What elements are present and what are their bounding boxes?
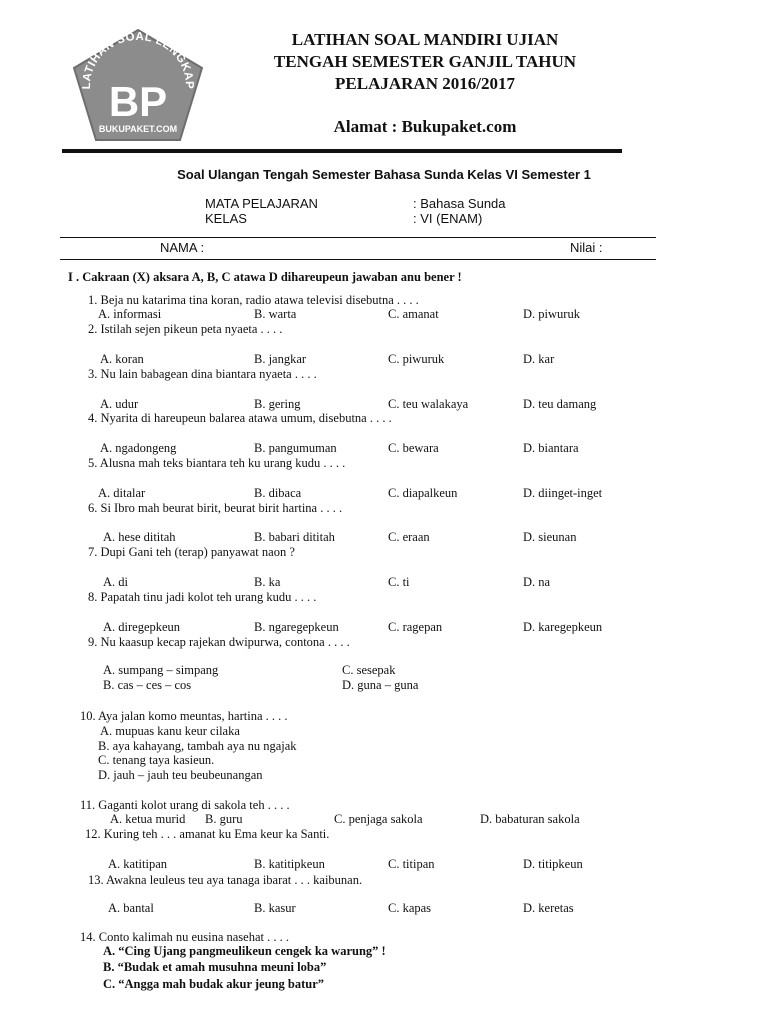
name-row-top-rule (60, 237, 656, 238)
header-title-line-3: PELAJARAN 2016/2017 (335, 74, 515, 93)
q4-option-a: A. ngadongeng (100, 441, 177, 455)
q13-option-a: A. bantal (108, 901, 154, 915)
q5-option-a: A. ditalar (98, 486, 146, 500)
q3-option-d: D. teu damang (523, 397, 597, 411)
q6-option-d: D. sieunan (523, 530, 577, 544)
q10-option-d: D. jauh – jauh teu beubeunangan (98, 768, 263, 782)
subject-label: MATA PELAJARAN (205, 196, 318, 211)
question-5: 5. Alusna mah teks biantara teh ku urang kudu . . . . (88, 456, 346, 470)
logo-arc-text: LATIHAN SOAL LENGKAP (80, 30, 196, 90)
q12-option-c: C. titipan (388, 857, 435, 871)
question-12: 12. Kuring teh . . . amanat ku Ema keur ka Santi. (85, 827, 330, 841)
q11-option-a: A. ketua murid (110, 812, 186, 826)
question-8: 8. Papatah tinu jadi kolot teh urang kudu . . . . (88, 590, 317, 604)
header-title-line-1: LATIHAN SOAL MANDIRI UJIAN (291, 30, 559, 49)
q6-option-c: C. eraan (388, 530, 430, 544)
q4-option-d: D. biantara (523, 441, 579, 455)
question-1: 1. Beja nu katarima tina koran, radio atawa televisi disebutna . . . . (88, 293, 419, 307)
q3-option-a: A. udur (100, 397, 139, 411)
q13-option-c: C. kapas (388, 901, 432, 915)
q10-option-c: C. tenang taya kasieun. (98, 753, 215, 767)
q2-option-b: B. jangkar (254, 352, 307, 366)
q9-option-c: C. sesepak (342, 663, 396, 677)
question-10: 10. Aya jalan komo meuntas, hartina . . . . (80, 709, 288, 723)
question-4: 4. Nyarita di hareupeun balarea atawa umum, disebutna . . . . (88, 411, 392, 425)
logo-initials: BP (108, 78, 168, 125)
q8-option-a: A. diregepkeun (103, 620, 181, 634)
class-value: : VI (ENAM) (413, 211, 483, 226)
header-address: Alamat : Bukupaket.com (333, 117, 517, 136)
q11-option-c: C. penjaga sakola (334, 812, 423, 826)
question-6: 6. Si Ibro mah beurat birit, beurat birit hartina . . . . (88, 501, 343, 515)
name-label: NAMA : (160, 240, 205, 255)
q12-option-a: A. katitipan (108, 857, 168, 871)
logo-site: BUKUPAKET.COM (98, 124, 178, 134)
q4-option-b: B. pangumuman (254, 441, 337, 455)
q6-option-a: A. hese dititah (103, 530, 176, 544)
q4-option-c: C. bewara (388, 441, 439, 455)
header-divider (62, 149, 622, 153)
q14-option-b: B. “Budak et amah musuhna meuni loba” (103, 960, 327, 974)
subject-value: : Bahasa Sunda (413, 196, 506, 211)
q8-option-d: D. karegepkeun (523, 620, 603, 634)
q12-option-d: D. titipkeun (523, 857, 583, 871)
q7-option-c: C. ti (388, 575, 410, 589)
q2-option-d: D. kar (523, 352, 555, 366)
question-14: 14. Conto kalimah nu eusina nasehat . . . . (80, 930, 289, 944)
q6-option-b: B. babari dititah (254, 530, 335, 544)
q1-option-d: D. piwuruk (523, 307, 580, 321)
question-3: 3. Nu lain babagean dina biantara nyaeta . . . . (88, 367, 317, 381)
q3-option-c: C. teu walakaya (388, 397, 469, 411)
score-label: Nilai : (570, 240, 603, 255)
question-7: 7. Dupi Gani teh (terap) panyawat naon ? (88, 545, 295, 559)
header-title-line-2: TENGAH SEMESTER GANJIL TAHUN (273, 52, 577, 71)
q9-option-d: D. guna – guna (342, 678, 419, 692)
q8-option-c: C. ragepan (388, 620, 443, 634)
instruction: I . Cakraan (X) aksara A, B, C atawa D dihareupeun jawaban anu bener ! (68, 270, 462, 284)
q7-option-b: B. ka (254, 575, 281, 589)
q5-option-c: C. diapalkeun (388, 486, 458, 500)
q5-option-d: D. diinget-inget (523, 486, 603, 500)
question-2: 2. Istilah sejen pikeun peta nyaeta . . . . (88, 322, 283, 336)
q8-option-b: B. ngaregepkeun (254, 620, 339, 634)
q2-option-a: A. koran (100, 352, 144, 366)
question-11: 11. Gaganti kolot urang di sakola teh . . . . (80, 798, 290, 812)
q7-option-d: D. na (523, 575, 551, 589)
q7-option-a: A. di (103, 575, 128, 589)
bukupaket-logo (68, 26, 208, 146)
q11-option-b: B. guru (205, 812, 243, 826)
q13-option-b: B. kasur (254, 901, 296, 915)
q5-option-b: B. dibaca (254, 486, 302, 500)
q3-option-b: B. gering (254, 397, 301, 411)
q12-option-b: B. katitipkeun (254, 857, 325, 871)
q11-option-d: D. babaturan sakola (480, 812, 580, 826)
q9-option-a: A. sumpang – simpang (103, 663, 219, 677)
q1-option-b: B. warta (254, 307, 297, 321)
q10-option-b: B. aya kahayang, tambah aya nu ngajak (98, 739, 297, 753)
name-row-bottom-rule (60, 259, 656, 260)
q9-option-b: B. cas – ces – cos (103, 678, 192, 692)
q2-option-c: C. piwuruk (388, 352, 445, 366)
q1-option-a: A. informasi (98, 307, 162, 321)
q14-option-c: C. “Angga mah budak akur jeung batur” (103, 977, 325, 991)
question-9: 9. Nu kaasup kecap rajekan dwipurwa, contona . . . . (88, 635, 350, 649)
question-13: 13. Awakna leuleus teu aya tanaga ibarat . . . kaibunan. (88, 873, 363, 887)
class-label: KELAS (205, 211, 247, 226)
exam-subtitle: Soal Ulangan Tengah Semester Bahasa Sunda Kelas VI Semester 1 (177, 167, 591, 182)
q14-option-a: A. “Cing Ujang pangmeulikeun cengek ka warung” ! (103, 944, 386, 958)
q13-option-d: D. keretas (523, 901, 574, 915)
q1-option-c: C. amanat (388, 307, 439, 321)
q10-option-a: A. mupuas kanu keur cilaka (100, 724, 240, 738)
